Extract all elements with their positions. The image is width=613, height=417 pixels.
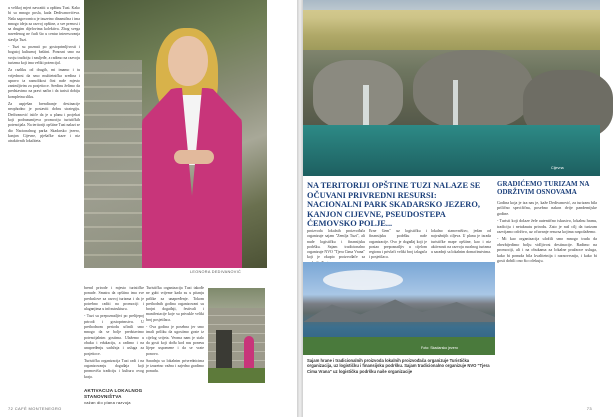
lake-photo bbox=[303, 262, 495, 355]
subheading-text: važan dio plana razvoja bbox=[84, 400, 131, 405]
paragraph: Godina koja je iza nas je, kaže Dedivanović, za turizam bila prilično specifična, posebno nakon dvije pandemijske godine. bbox=[497, 200, 597, 216]
paragraph: - Tuzi su prepoznatljivi po prelijepoj prirodi i gostoprimstvu. U prethodnom periodu učinili smo mnogo da se bolje predstavimo potencijalnim gostima. Ulažemo u obuku i edukaciju, a radimo i na unapređenju sadržaja i usluga za posjetioce. bbox=[84, 314, 144, 356]
subheading-title: AKTIVACIJA LOKALNOG STANOVNIŠTVA bbox=[84, 388, 143, 399]
paragraph: u velikoj mjeri navratiti u opštinu Tuzi. Kako bi sa mnogo posla, kada Dedivanovićeva. Naša sagovornica je izuzetno dinamična i ima mnogo ideja za razvoj opštine, a sve prenosi i sa drugim dijelovima kolektiva. Zbog svega navedenog ne čudi što u centar interesovanja stavlja Tuzi. bbox=[8, 6, 80, 42]
portrait-photo bbox=[84, 0, 267, 268]
left-page bbox=[0, 0, 297, 417]
canyon-photo bbox=[303, 0, 600, 176]
paragraph: - Ova godina je posebna jer smo imali priliku da ugostimo goste iz cijelog svijeta. Veoma nam je stalo da gosti koji dođu kod nas ponesu lijepe uspomene i da se vrate ponovo. bbox=[146, 325, 204, 356]
sidebar-article bbox=[497, 180, 597, 390]
paragraph: Turistička organizacija Tuzi radi i na organizovanju događaja koji promovišu tradiciju i kulturu ovog kraja. bbox=[84, 358, 144, 379]
portrait-caption: LEONORA DEDIVANOVIĆ bbox=[190, 270, 241, 274]
right-column-2 bbox=[369, 229, 427, 261]
paragraph: - Turisti koji dolaze žele autentično iskustvo, lokalnu hranu, tradiciju i netaknutu prirodu. Zato je naš cilj da turizam razvijamo održivo, uz očuvanje resursa kojima raspolažemo. bbox=[497, 218, 597, 235]
paragraph: - Tuzi su poznati po gostoprimljivosti i bogatoj kulturnoj baštini. Ponosni smo na svoju tradiciju i nasljeđe, a radimo na razvoju turizma koji ima veliki potencijal. bbox=[8, 45, 80, 65]
paragraph: Erne Gem" uz logističku i finansijsku podršku naše organizacije. Ovo je događaj koji je postao prepoznatljiv u cijelom regionu i privlači veliki broj izlagača i posjetilaca. bbox=[369, 229, 427, 260]
left-column-2 bbox=[84, 286, 144, 386]
small-photo bbox=[208, 288, 265, 383]
page-number-left: 72 CAFÉ MONTENEGRO bbox=[8, 406, 62, 411]
paragraph: Za uspješan brendiranje destinacije neophodno je postaviti dobru strategiju. Dedivanović ističe da je u planu i projekat koji podrazumijeva promociju turističkih potencijala. Na teritoriji opštine Tuzi nalazi se dio Nacionalnog parka Skadarsko jezero, kanjon Cijevne, pješačke staze i niz atraktivnih lokaliteta. bbox=[8, 102, 80, 144]
paragraph: proizvoda lokalnih proizvođača organizuje sajam "Zemlja Tuzi", ali nude logističku i finansijsku podršku. Sajam tradicionalno organizuje NVO "Tjera Cima Vrana" koji je okupio proizvođače sa bbox=[307, 229, 365, 260]
paragraph: Saradnja sa lokalnim privrednicima je izuzetno važna i zajedno gradimo ponudu. bbox=[146, 358, 204, 374]
subheading bbox=[84, 388, 180, 406]
paragraph: - Mi kao organizacija uložili smo mnogo truda da obezbijedimo bolju vidljivost destinacije. Radimo na promociji, ali i na obukama za lokalne pružaoce usluga, kako bi ponuda bila kvalitetnija i raznovrsnija, i kako bi gosti dobili ono što očekuju. bbox=[497, 236, 597, 264]
left-column-3 bbox=[146, 286, 204, 396]
canyon-photo-caption: Cijevna bbox=[551, 166, 564, 170]
lake-photo-caption: Foto: Skadarsko jezero bbox=[421, 346, 458, 350]
right-column-1 bbox=[307, 229, 365, 261]
page-number-right: 73 bbox=[586, 406, 592, 411]
headline: NA TERITORIJI OPŠTINE TUZI NALAZE SE OČUVANI PRIVREDNI RESURSI: NACIONALNI PARK SKADARSKO JEZERO, KANJON CIJEVNE, PSEUDOSTEPA ĆEMOVSKO POLJE... bbox=[307, 181, 481, 229]
paragraph: Turistička organizacija Tuzi takođe ne gubi vrijeme kada su u pitanju prilike za unapređenje. Tokom prethodnih godina organizovani su brojni događaji, festivali i manifestacije koje su privukle veliki broj posjetilaca. bbox=[146, 286, 204, 322]
sidebar-title: GRADIĆEMO TURIZAM NA ODRŽIVIM OSNOVAMA bbox=[497, 180, 590, 196]
right-column-3 bbox=[431, 229, 491, 261]
sidebar-text bbox=[497, 200, 597, 390]
paragraph: lokalno stanovništvo, jedan od najvažnijih ciljeva. U planu je izrada turističke mape opštine, kao i niz aktivnosti na razvoju ruralnog turizma u saradnji sa lokalnim domaćinstvima. bbox=[431, 229, 491, 255]
lake-caption: Sajam hrane i tradicionalnih proizvoda lokalnih proizvođača organizuje Turistička organizacija, uz logističku i finansijsku podršku. Sajam tradicionalno organizuje NVO "Tjera Cima Vrana" uz logističku podršku naše organizacije bbox=[307, 358, 490, 374]
paragraph: brend prirode i mjesto turističke ponude. Smatra da opština ima sve preduslove za razvoj turizma i da je potrebno raditi na promociji i ulaganjima u infrastrukturu. bbox=[84, 286, 144, 312]
left-column-1 bbox=[8, 6, 80, 406]
right-page bbox=[303, 0, 600, 417]
paragraph: Za razliku od drugih, mi imamo i tu vrijednost da smo multietnička sredina i upravo ta raznolikost čini naše mjesto zanimljivim za posjetioce. Sredinu želimo da predstavimo na pravi način i da turisti dobiju kompletnu sliku. bbox=[8, 68, 80, 99]
